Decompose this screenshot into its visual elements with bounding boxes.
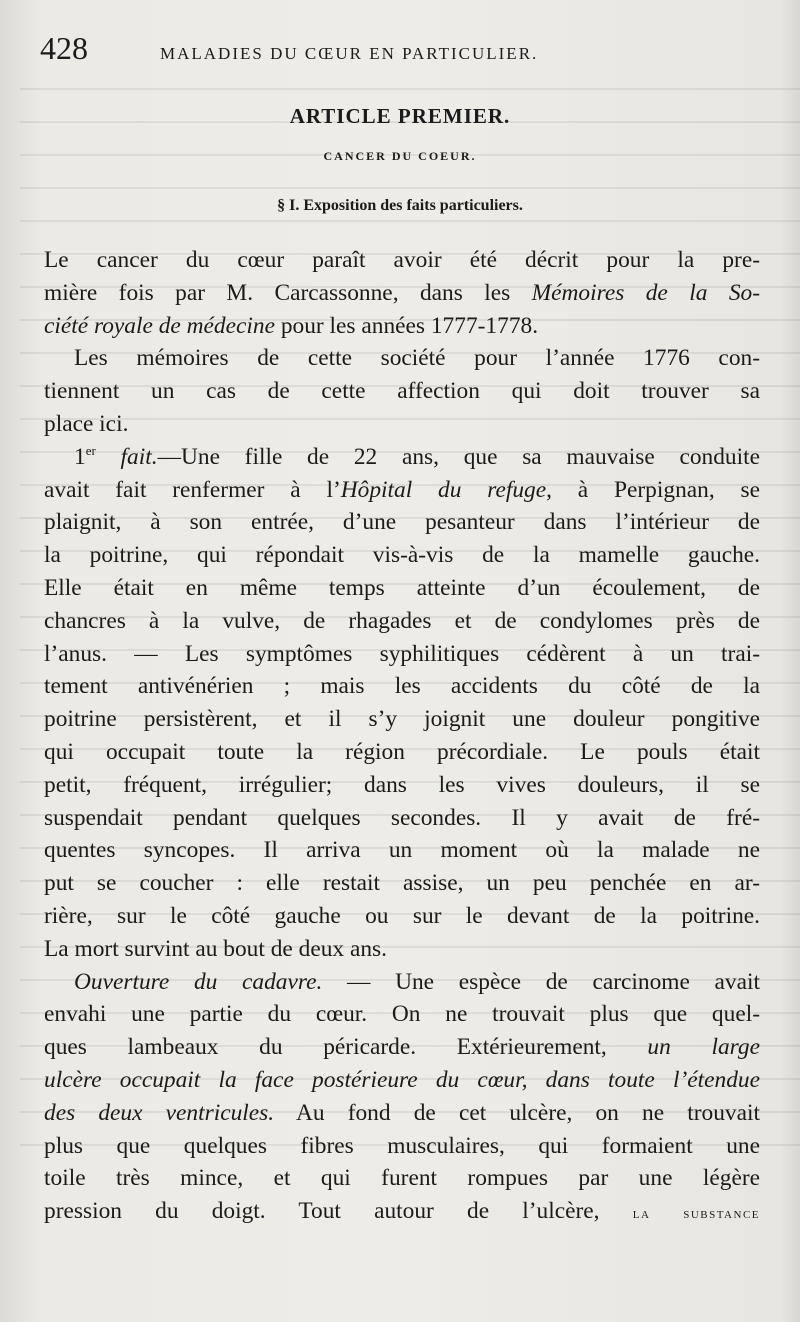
text-line xyxy=(44,244,760,277)
text-run: pression du doigt. Tout autour de l’ulcère, xyxy=(44,1198,633,1225)
text-run: La mort survint au bout de deux ans. xyxy=(44,935,387,962)
italic-run: Ouverture du cadavre. xyxy=(74,968,323,995)
text-line xyxy=(44,802,760,835)
superscript: er xyxy=(85,442,96,458)
text-run: suspendait pendant quelques secondes. Il y avait de fré- xyxy=(44,804,760,831)
running-head xyxy=(40,30,760,70)
text-run: la substance xyxy=(632,1205,761,1223)
italic-run: ciété royale de médecine xyxy=(44,312,275,339)
text-line xyxy=(44,1064,760,1097)
text-line xyxy=(44,736,760,769)
body-text xyxy=(44,244,760,1228)
text-line xyxy=(44,769,760,802)
text-line xyxy=(44,933,760,966)
text-run: Le cancer du cœur paraît avoir été décrit pour la pre- xyxy=(44,247,760,273)
text-line xyxy=(44,900,760,933)
italic-run: un large xyxy=(647,1034,760,1061)
text-run: put se coucher : elle restait assise, un peu penchée en ar- xyxy=(44,870,760,897)
italic-run: Mémoires de la So- xyxy=(531,279,760,306)
article-title: ARTICLE PREMIER. xyxy=(289,104,511,128)
text-line xyxy=(44,474,760,507)
text-run: tiennent un cas de cette affection qui doit trouver sa xyxy=(44,378,760,405)
text-run: chancres à la vulve, de rhagades et de condylomes près de xyxy=(44,607,760,634)
italic-run: fait. xyxy=(120,443,158,470)
italic-run: Hôpital du refuge xyxy=(340,476,547,503)
text-run: Les mémoires de cette société pour l’année 1776 con- xyxy=(74,345,760,372)
text-run xyxy=(96,444,121,470)
text-run: avait fait renfermer à l’ xyxy=(44,476,341,503)
text-run: toile très mince, et qui furent rompues par une légère xyxy=(44,1165,760,1192)
text-run: —Une fille de 22 ans, que sa mauvaise conduite xyxy=(157,443,761,470)
text-line xyxy=(44,342,760,375)
text-run: qui occupait toute la région précordiale. Le pouls était xyxy=(44,738,760,765)
text-line xyxy=(44,1162,760,1195)
article-subtitle: CANCER DU COEUR. xyxy=(323,149,477,163)
italic-run: ulcère occupait la face postérieure du cœur, dans toute l’étendue xyxy=(44,1066,760,1093)
text-line xyxy=(44,1130,760,1163)
italic-run: des deux ventricules. xyxy=(44,1099,275,1126)
running-title: MALADIES DU CŒUR EN PARTICULIER. xyxy=(160,44,539,63)
page-number: 428 xyxy=(40,30,88,66)
text-run: poitrine persistèrent, et il s’y joignit une douleur pongitive xyxy=(44,706,760,733)
section-heading: § I. Exposition des faits particuliers. xyxy=(277,197,523,214)
text-run: ques lambeaux du péricarde. Extérieurement, xyxy=(44,1034,648,1061)
text-line xyxy=(44,966,760,999)
text-run: l’anus. — Les symptômes syphilitiques cédèrent à un trai- xyxy=(44,640,760,667)
text-run: place ici. xyxy=(44,410,129,437)
text-run: Elle était en même temps atteinte d’un écoulement, de xyxy=(44,574,760,601)
text-run: 1 xyxy=(74,443,86,470)
text-run: plaignit, à son entrée, d’une pesanteur dans l’intérieur de xyxy=(44,509,760,536)
text-line xyxy=(44,605,760,638)
text-line xyxy=(44,834,760,867)
text-line xyxy=(44,572,760,605)
text-run: quentes syncopes. Il arriva un moment où la malade ne xyxy=(44,837,760,864)
text-run: Au fond de cet ulcère, on ne trouvait xyxy=(274,1099,760,1126)
text-line xyxy=(44,1097,760,1130)
text-run: pour les années 1777-1778. xyxy=(274,312,539,339)
text-line xyxy=(44,998,760,1031)
text-line xyxy=(44,1195,760,1228)
text-line xyxy=(44,375,760,408)
text-run: petit, fréquent, irrégulier; dans les vives douleurs, il se xyxy=(44,771,760,798)
text-run: plus que quelques fibres musculaires, qui formaient une xyxy=(44,1132,760,1159)
text-line xyxy=(44,441,760,474)
text-line xyxy=(44,310,760,343)
text-line xyxy=(44,408,760,441)
text-run: envahi une partie du cœur. On ne trouvait plus que quel- xyxy=(44,1001,760,1028)
text-run: rière, sur le côté gauche ou sur le devant de la poitrine. xyxy=(44,902,760,929)
text-line xyxy=(44,539,760,572)
text-run: la poitrine, qui répondait vis-à-vis de la mamelle gauche. xyxy=(44,542,760,569)
text-run: mière fois par M. Carcassonne, dans les xyxy=(44,279,532,306)
text-run: , à Perpignan, se xyxy=(546,476,760,503)
text-line xyxy=(44,670,760,703)
text-run: tement antivénérien ; mais les accidents du côté de la xyxy=(44,673,760,700)
text-line xyxy=(44,867,760,900)
text-line xyxy=(44,703,760,736)
text-line xyxy=(44,638,760,671)
text-line xyxy=(44,1031,760,1064)
text-line xyxy=(44,277,760,310)
text-line xyxy=(44,506,760,539)
text-run: — Une espèce de carcinome avait xyxy=(322,968,760,995)
